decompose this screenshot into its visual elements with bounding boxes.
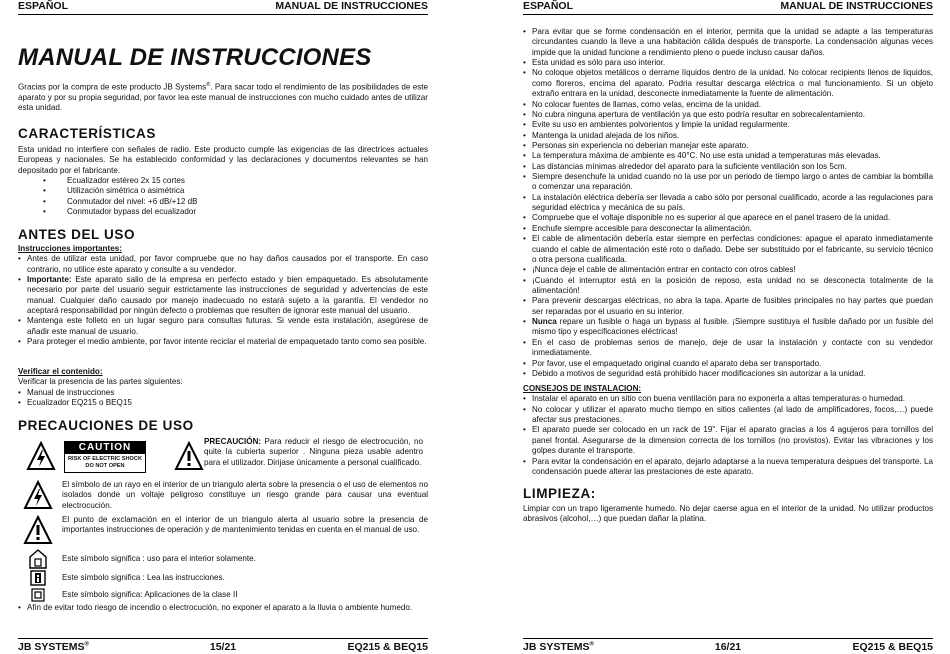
- list-item: • La temperatura máxima de ambiente es 40°C. No use esta unidad a temperaturas más elevadas.: [523, 151, 933, 161]
- important-instructions-heading: Instrucciones importantes:: [18, 243, 122, 253]
- install-heading: CONSEJOS DE INSTALACION:: [523, 384, 642, 393]
- header-language: ESPAÑOL: [523, 0, 573, 13]
- verify-text: Verificar la presencia de las partes siguientes:: [18, 377, 183, 387]
- footer-brand: JB SYSTEMS: [18, 641, 85, 653]
- safety-list: [523, 27, 933, 379]
- list-item: • Afin de evitar todo riesgo de incendio o electrocución, no exponer el aparato a la lluvia o ambiente humedo.: [18, 603, 428, 613]
- list-item: • Ecualizador EQ215 o BEQ15: [18, 398, 428, 408]
- list-item: • Para prevenir descargas eléctricas, no abra la tapa. Aparte de fusibles principales no hay partes que puedan ser reparadas por el usuario en su interior.: [523, 296, 933, 317]
- features-text: Esta unidad no interfiere con señales de radio. Este producto cumple las exigencias de las directrices actuales Europeas y nacionales. Se ha establecido conformidad y las declaraciones y documentos relevantes se han depositado por el fabricante.: [18, 144, 428, 175]
- list-item: • ¡Cuando el interruptor está en la posición de reposo, esta unidad no se desconecta totalmente de la alimentación!: [523, 276, 933, 297]
- header-title: MANUAL DE INSTRUCCIONES: [780, 0, 933, 13]
- page-header: [18, 0, 428, 15]
- list-item: • ¡Nunca deje el cable de alimentación entrar en contacto con otros cables!: [523, 265, 933, 275]
- list-item: • El aparato puede ser colocado en un rack de 19". Fijar el aparato gracias a los 4 agujeros para tornillos del panel frontal. Asegurarse de la dimension correcta de los tornillos (no provistos). Evitar las vibraciones y los golpes durante el transporte.: [523, 425, 933, 456]
- list-item: • Enchufe siempre accesible para desconectar la alimentación.: [523, 224, 933, 234]
- footer-model: EQ215 & BEQ15: [852, 641, 933, 653]
- precautions-final-list: [18, 603, 428, 613]
- before-use-section: [18, 228, 428, 347]
- verify-section: [18, 367, 428, 408]
- list-item: • La instalación eléctrica debería ser llevada a cabo sólo por personal cualificado, acorde a las regulaciones para seguridad eléctrica y mecánica de su país.: [523, 193, 933, 214]
- list-item: • Para proteger el medio ambiente, por favor intente reciclar el material de empaquetado tanto como sea posible.: [18, 337, 428, 347]
- list-item: • El cable de alimentación debería estar siempre en perfectas condiciones: apague el aparato inmediatamente cuando el cable de alimentación esté roto o dañado. Debe ser substituido por el fabricante, su servicio técnico o otra persona cualificada.: [523, 234, 933, 265]
- symbol-row: [18, 480, 428, 515]
- symbol-row: [18, 569, 428, 587]
- page-footer: JB SYSTEMS® 16/21 EQ215 & BEQ15: [523, 638, 933, 654]
- list-item: • Utilización simétrica o asimétrica: [18, 186, 428, 196]
- intro-paragraph: [18, 82, 428, 114]
- symbol-text: El punto de exclamación en el interior de un triangulo alerta al usuario sobre la presencia de importantes instrucciones de operación y de mantenimiento tenidas en cuenta en el manual de uso.: [62, 515, 428, 535]
- precaution-note: [204, 437, 423, 468]
- list-item: • No coloque objetos metálicos o derrame líquidos dentro de la unidad. No colocar recipients llenos de liquidos, como floreros, encima del aparato. Podria resultar descarga eléctrica o mal funcionamiento. Si un objeto extraño entrara en la unidad, desconecte inmediatamente la fuente de alimentación.: [523, 68, 933, 99]
- list-item: • Conmutador del nivel: +6 dB/+12 dB: [18, 197, 428, 207]
- list-item: • Evite su uso en ambientes polvorientos y limpie la unidad regularmente.: [523, 120, 933, 130]
- list-item: • Antes de utilizar esta unidad, por favor compruebe que no hay daños causados por el transporte. En caso contrario, no utilice este aparato y consulte a su vendedor.: [18, 254, 428, 275]
- list-item: • Mantenga la unidad alejada de los niños.: [523, 131, 933, 141]
- left-page: [18, 0, 428, 654]
- cleaning-text: Limpiar con un trapo ligeramente humedo. No dejar caerse agua en el interior de la unidad. No utilizar productos abrasivos (alcohol,…) que puedan dañar la platina.: [523, 503, 933, 524]
- list-item: • Debido a motivos de seguridad está prohibido hacer modificaciones sin autorizar a la unidad.: [523, 369, 933, 379]
- list-item: • Las distancias mínimas alrededor del aparato para la suficiente ventilación son los 5cm.: [523, 162, 933, 172]
- symbol-text: Este símbolo significa: Aplicaciones de la clase II: [62, 589, 238, 599]
- list-item: • Importante: Este aparato salio de la empresa en perfecto estado y bien empaquetado. Es absolutamente necesario por parte del usuario seguir estrictamente las instrucciones de seguridad y advertencias de este manual. Cualquier daño causado por manejo inadecuado no estará sujeto a la garantía. El vendedor no aceptará responsabilidad por ningún defecto o problemas que resulten de ignorar este manual del usuario.: [18, 275, 428, 316]
- main-title: MANUAL DE INSTRUCCIONES: [18, 44, 372, 71]
- list-item: • Conmutador bypass del ecualizador: [18, 207, 428, 217]
- features-heading: CARACTERÍSTICAS: [18, 126, 157, 141]
- symbol-row: [18, 587, 428, 603]
- symbol-text: Este símbolo significa : uso para el interior solamente.: [62, 553, 256, 563]
- list-item: • Ecualizador estéreo 2x 15 cortes: [18, 176, 428, 186]
- features-section: [18, 127, 428, 217]
- install-section: [523, 384, 933, 477]
- page-number: 15/21: [209, 641, 237, 653]
- list-item: • Para evitar que se forme condensación en el interior, permita que la unidad se adapte a las temperaturas circundantes cuando la lleve a una habitación cálida después de transporte. La condensación algunas veces impide que la unidad funcione a rendimiento pleno o puede incluso causar daños.: [523, 27, 933, 58]
- caution-label: [64, 441, 146, 473]
- symbol-row: [18, 549, 428, 569]
- exclamation-triangle-icon: [23, 515, 53, 545]
- page-number: 16/21: [714, 641, 742, 653]
- before-use-heading: ANTES DEL USO: [18, 227, 136, 242]
- cleaning-heading: LIMPIEZA:: [523, 486, 596, 501]
- install-list: [523, 394, 933, 477]
- list-item: • Instalar el aparato en un sitio con buena ventilación para no exponerla a altas temperaturas o humedad.: [523, 394, 933, 404]
- verify-list: [18, 388, 428, 409]
- exclamation-triangle-icon: [174, 441, 204, 471]
- list-item: • Personas sin experiencia no deberian manejar este aparato.: [523, 141, 933, 151]
- safety-list-block: [523, 27, 933, 379]
- verify-heading: Verificar el contenido:: [18, 367, 103, 376]
- list-item: • Siempre desenchufe la unidad cuando no la use por un periodo de tiempo largo o antes de cambiar la bombilla o comenzar una reparación.: [523, 172, 933, 193]
- before-use-list: [18, 254, 428, 347]
- list-item: • En el caso de problemas serios de manejo, deje de usar la instalación y contacte con su vendedor inmediatamente.: [523, 338, 933, 359]
- indoor-use-icon: [29, 549, 47, 569]
- main-title-block: [18, 46, 428, 70]
- list-item: • Por favor, use el empaquetado original cuando el aparato deba ser transportado.: [523, 359, 933, 369]
- list-item: • No colocar fuentes de llamas, como velas, encima de la unidad.: [523, 100, 933, 110]
- right-page: [523, 0, 933, 654]
- footer-brand: JB SYSTEMS: [523, 641, 590, 653]
- intro-text-end: . Para sacar todo el rendimiento de las posibilidades de este aparato y por su propia seguridad, por favor lea este manual de instrucciones con mucho cuidado antes de utilizar esta unidad.: [18, 82, 428, 113]
- list-item: • No cubra ninguna apertura de ventilación ya que esto podría resultar en sobrecalentamiento.: [523, 110, 933, 120]
- list-item: • Mantenga este folleto en un lugar seguro para consultas futuras. Si vende esta instalación, asegúrese de añadir este manual de usuario.: [18, 316, 428, 337]
- footer-model: EQ215 & BEQ15: [347, 641, 428, 653]
- precaution-label: PRECAUCIÓN:: [204, 437, 262, 446]
- symbol-row: [18, 515, 428, 549]
- class-ii-icon: [31, 588, 45, 602]
- symbol-text: El símbolo de un rayo en el interior de un triangulo alerta sobre la presencia o el uso de elementos no isolados donde un voltaje peligroso constituye un riesgo grande para causar una eventual electrocución.: [62, 480, 428, 510]
- page-footer: JB SYSTEMS® 15/21 EQ215 & BEQ15: [18, 638, 428, 654]
- lightning-triangle-icon: [26, 441, 56, 471]
- intro-text-start: Gracias por la compra de este producto JB Systems: [18, 82, 207, 92]
- header-language: ESPAÑOL: [18, 0, 68, 13]
- lightning-triangle-icon: [23, 480, 53, 510]
- cleaning-section: [523, 487, 933, 525]
- features-list: [18, 176, 428, 217]
- intro-registered-mark: ®: [206, 82, 211, 88]
- symbols-block: [18, 480, 428, 613]
- precautions-heading-block: [18, 419, 428, 434]
- caution-subtitle: RISK OF ELECTRIC SHOCK DO NOT OPEN: [68, 456, 142, 469]
- caution-title: CAUTION: [65, 442, 145, 454]
- read-instructions-icon: [30, 570, 46, 586]
- page-header: [523, 0, 933, 15]
- intro-block: [18, 82, 428, 114]
- symbol-text: Este símbolo significa : Lea las instrucciones.: [62, 572, 225, 582]
- list-item: • Compruebe que el voltaje disponible no es superior al que aparece en el panel trasero de la unidad.: [523, 213, 933, 223]
- list-item: • Manual de instrucciones: [18, 388, 428, 398]
- list-item: • Esta unidad es sólo para uso interior.: [523, 58, 933, 68]
- list-item: • Nunca repare un fusible o haga un bypass al fusible. ¡Siempre sustituya el fusible dañado por un fusible del mismo tipo y especificaciones eléctricas!: [523, 317, 933, 338]
- precaution-text: Para reducir el riesgo de electrocución, no quite la cubierta superior . Ninguna pieza usable adentro para el utilizador. Dirijase únicamente a personal cualificado.: [204, 437, 423, 467]
- list-item: • No colocar y utilizar el aparato mucho tiempo en sitios calientes (al lado de amplificadores, focos,…) puede afectar sus prestaciones.: [523, 405, 933, 426]
- list-item: • Para evitar la condensación en el aparato, dejarlo adaptarse a la nueva temperatura despues del transporte. La condensación puede alterar las prestaciones de este aparato.: [523, 457, 933, 478]
- precautions-heading: PRECAUCIONES DE USO: [18, 418, 194, 433]
- header-title: MANUAL DE INSTRUCCIONES: [275, 0, 428, 13]
